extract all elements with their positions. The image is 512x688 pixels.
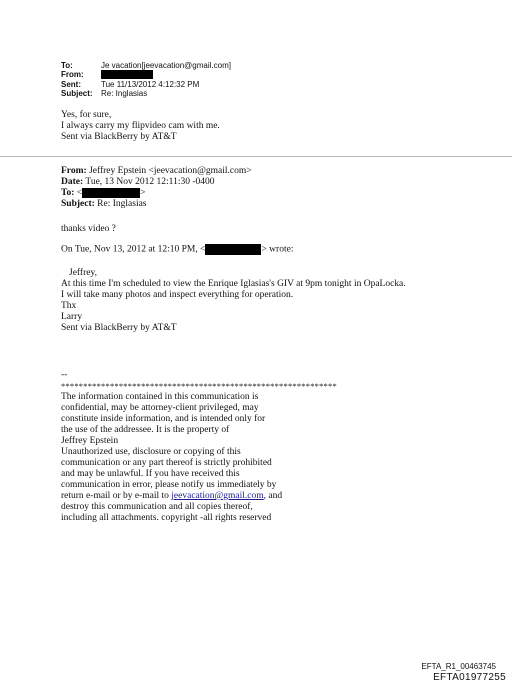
header-from-row: [61, 70, 153, 79]
email-link[interactable]: jeevacation@gmail.com: [171, 491, 264, 501]
disclaimer-line: including all attachments. copyright -all rights reserved: [61, 513, 272, 523]
bates-stamp-large: EFTA01977255: [433, 672, 506, 683]
quote-intro-suffix: > wrote:: [261, 244, 294, 255]
redaction-box: [82, 188, 140, 198]
from-label: From:: [61, 166, 87, 176]
subject-value: Re: Inglasias: [101, 89, 148, 98]
quoted-message: [61, 268, 406, 334]
header-subject-row: [61, 89, 147, 98]
disclaimer-block: [61, 370, 337, 524]
thanks-text: thanks video ?: [61, 224, 116, 234]
to-prefix: <: [76, 188, 83, 199]
quoted-line: Sent via BlackBerry by AT&T: [61, 323, 177, 333]
from-label: From:: [61, 70, 84, 79]
quoted-line: Larry: [61, 312, 83, 322]
disclaimer-line: confidential, may be attorney-client privileged, may: [61, 403, 259, 413]
quoted-line: I will take many photos and inspect everything for operation.: [61, 290, 294, 300]
sent-value: Tue 11/13/2012 4:12:32 PM: [101, 80, 200, 89]
sent-label: Sent:: [61, 80, 81, 89]
date-value: Tue, 13 Nov 2012 12:11:30 -0400: [85, 177, 215, 187]
bates-stamp-small: EFTA_R1_00463745: [421, 662, 496, 671]
body-line: Yes, for sure,: [61, 110, 112, 120]
redaction-box: [205, 244, 261, 255]
to-value: Je vacation[jeevacation@gmail.com]: [101, 61, 231, 70]
subject-label: Subject:: [61, 89, 93, 98]
quoted-line: At this time I'm scheduled to view the Enrique Iglasias's GIV at 9pm tonight in OpaLocka.: [61, 279, 406, 289]
disclaimer-line: The information contained in this communication is: [61, 392, 259, 402]
from-value: Jeffrey Epstein <jeevacation@gmail.com>: [89, 166, 252, 176]
header-to-row: [61, 61, 231, 70]
thanks-line: [61, 224, 116, 235]
quoted-line: Thx: [61, 301, 77, 311]
disclaimer-line: and may be unlawful. If you have received this: [61, 469, 240, 479]
disclaimer-line: Jeffrey Epstein: [61, 436, 119, 446]
disclaimer-line: destroy this communication and all copies thereof,: [61, 502, 253, 512]
quote-intro: [61, 244, 293, 256]
to-label: To:: [61, 188, 75, 199]
disclaimer-line: communication in error, please notify us immediately by: [61, 480, 277, 490]
star-line: **************************************************************: [61, 381, 337, 391]
redaction-box: [101, 70, 153, 79]
first-message-body: [61, 110, 220, 143]
quoted-greeting: Jeffrey,: [69, 268, 97, 278]
disclaimer-email-suffix: , and: [263, 491, 283, 501]
to-suffix: >: [140, 188, 146, 199]
header-sent-row: [61, 80, 199, 89]
second-header: [61, 166, 252, 210]
separator-rule: [0, 156, 512, 157]
disclaimer-line: the use of the addressee. It is the property of: [61, 425, 230, 435]
disclaimer-line: Unauthorized use, disclosure or copying of this: [61, 447, 241, 457]
disclaimer-line: constitute inside information, and is intended only for: [61, 414, 266, 424]
disclaimer-email-prefix: return e-mail or by e-mail to: [61, 491, 172, 501]
date-label: Date:: [61, 177, 84, 187]
body-line: Sent via BlackBerry by AT&T: [61, 132, 177, 142]
subject-value: Re: Inglasias: [97, 199, 147, 210]
body-line: I always carry my flipvideo cam with me.: [61, 121, 220, 131]
subject-label: Subject:: [61, 199, 95, 210]
quote-intro-prefix: On Tue, Nov 13, 2012 at 12:10 PM, <: [61, 244, 206, 255]
to-label: To:: [61, 61, 73, 70]
sig-dash: --: [61, 370, 68, 380]
disclaimer-line: communication or any part thereof is strictly prohibited: [61, 458, 272, 468]
